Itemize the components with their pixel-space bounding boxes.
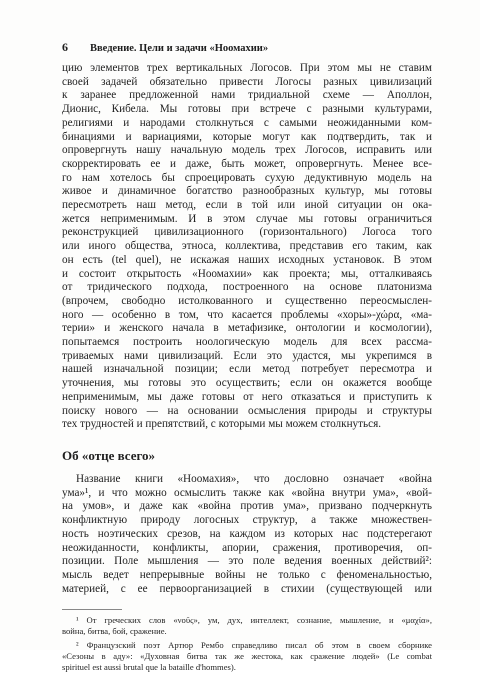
text-line: своей задачей обязательно привести Логосы разных цивилизаций (62, 75, 432, 88)
text-line: неприменимым, мы даже готовы от него отказаться и приступить к (62, 390, 432, 403)
text-line: мысль ведет непрерывные войны не только с феноменальностью, (62, 568, 432, 581)
text-line: пересмотреть наш метод, если в той или иной ситуации он ока- (62, 199, 432, 212)
text-line: ума»¹, и что можно осмыслить также как «война внутри ума», «вой- (62, 486, 432, 499)
footnote-line: spirituel est aussi brutal que la bataille d'hommes). (62, 662, 236, 673)
footnote-divider (62, 609, 122, 610)
text-line: (впрочем, свободно истолкованного и существенно переосмыслен- (62, 294, 432, 307)
text-line: ность ноэтических срезов, на каждом из которых нас подстерегают (62, 527, 432, 540)
text-line: триваемых нами цивилизаций. Если это удастся, мы укрепимся в (62, 349, 432, 362)
text-line: и состоит открытость «Ноомахии» как проекта; мы, отталкиваясь (62, 267, 432, 280)
text-line: жется неприменимым. И в этом случае мы готовы ограничиться (62, 212, 432, 225)
text-line: от тридического подхода, построенного на основе платонизма (62, 281, 432, 294)
text-line: попытаемся построить ноологическую модель для всех рассма- (62, 336, 432, 349)
text-line: или иного общества, этноса, коллектива, представив его таким, как (62, 240, 432, 253)
footnote-line: «Сезоны в аду»: «Духовная битва так же жестока, как сражение людей» (Le combat (62, 651, 432, 662)
text-line: Дионис, Кибела. Мы готовы при встрече с разными культурами, (62, 103, 432, 116)
paragraph-1 (62, 62, 432, 432)
text-line: поиску нового — на основании осмысления природы и структуры (62, 404, 432, 417)
text-line: опровергнуть нашу начальную модель трех Логосов, исправить или (62, 144, 432, 157)
text-line: реконструкцией цивилизационного (горизонтального) Логоса того (62, 226, 432, 239)
text-line: к заранее предложенной нами тридиальной схеме — Аполлон, (62, 89, 432, 102)
footnote-line: ² Французский поэт Артюр Рембо справедливо писал об этом в своем сборнике (76, 640, 432, 651)
text-line: скорректировать ее и даже, быть может, опровергнуть. Менее все- (62, 157, 432, 170)
text-line: терии» и женского начала в метафизике, онтологии и космологии), (62, 322, 432, 335)
text-line: материей, с ее первоорганизацией в стихии (существующей или (62, 582, 432, 595)
page-body (62, 62, 432, 673)
section-subheading: Об «отце всего» (62, 447, 156, 463)
footnote-2 (62, 640, 432, 673)
text-line: он есть (tel quel), не искажая наших исходных установок. В этом (62, 253, 432, 266)
text-line: неожиданности, конфликты, апории, сражения, противоречия, оп- (62, 541, 432, 554)
footnote-line: война, битва, бой, сражение. (62, 626, 167, 637)
page-number: 6 (62, 40, 68, 54)
text-line: религиями и народами столкнуться с самыми неожиданными ком- (62, 116, 432, 129)
text-line: живое и динамичное богатство разнообразных культур, мы готовы (62, 185, 432, 198)
text-line: нашей изначальной позиции; если метод потребует пересмотра и (62, 363, 432, 376)
running-title: Введение. Цели и задачи «Ноомахии» (90, 43, 269, 54)
text-line: Название книги «Ноомахия», что дословно означает «война (76, 472, 432, 485)
footnote-line: ¹ От греческих слов «νοῦς», ум, дух, интеллект, сознание, мышление, и «μαχία», (76, 615, 432, 626)
text-line: уточнения, мы готовы это осуществить; если он окажется вообще (62, 377, 432, 390)
text-line: конфликтную природу логосных структур, а также множествен- (62, 514, 432, 527)
footnote-1 (62, 615, 432, 637)
text-line: тех трудностей и препятствий, с которыми мы можем столкнуться. (62, 418, 382, 431)
text-line: на умов», и даже как «война против ума», призвано подчеркнуть (62, 500, 432, 513)
text-line: ного — особенно в том, что касается проблемы «хоры»-χώρα, «ма- (62, 308, 432, 321)
text-line: го нам хотелось бы спроецировать сухую дедуктивную модель на (62, 171, 432, 184)
text-line: цию элементов трех вертикальных Логосов. При этом мы не ставим (62, 62, 432, 74)
text-line: бинациями и вариациями, которые могут как подтвердить, так и (62, 130, 432, 143)
text-line: позиции. Поле мышления — это поле ведения военных действий²: (62, 555, 432, 568)
paragraph-2 (62, 473, 432, 596)
running-head (62, 40, 432, 55)
